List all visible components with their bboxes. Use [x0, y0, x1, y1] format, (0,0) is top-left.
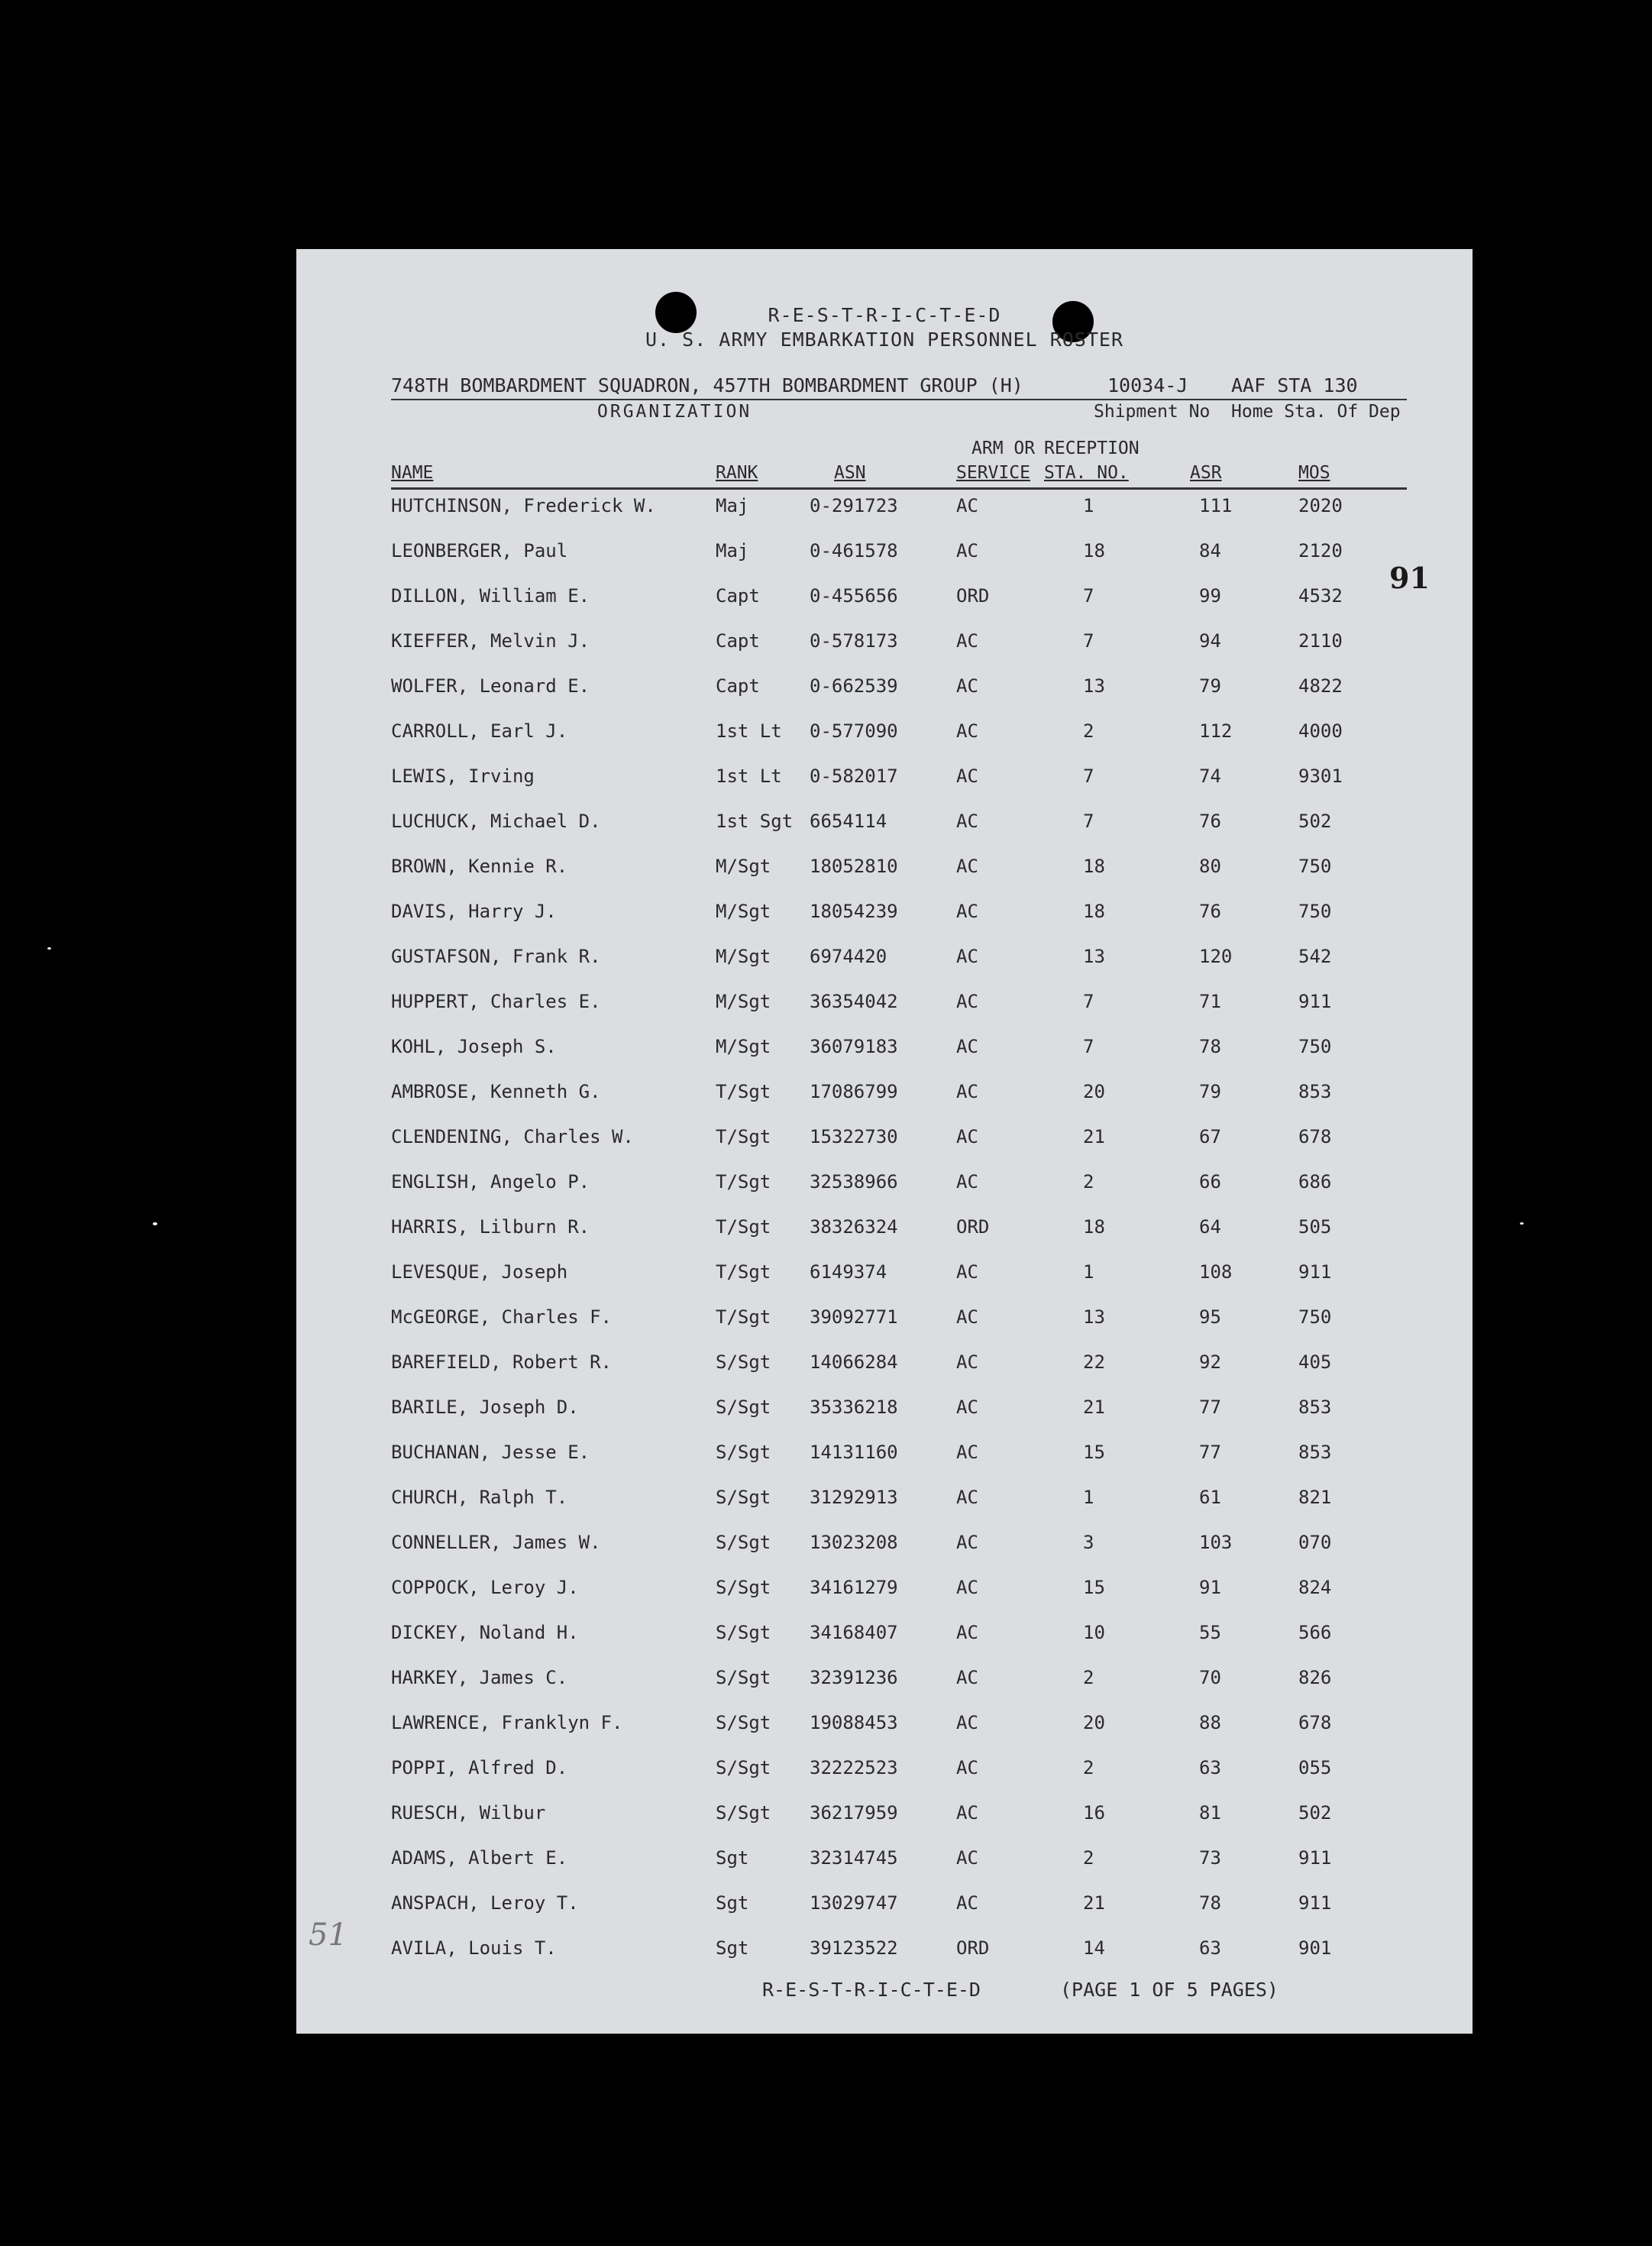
cell-rec: 18: [1083, 856, 1105, 877]
cell-arm: AC: [956, 1892, 978, 1914]
cell-asn: 0-662539: [810, 675, 898, 697]
table-row: [391, 1476, 1407, 1521]
cell-asn: 6149374: [810, 1261, 887, 1283]
table-row: [391, 845, 1407, 890]
cell-rec: 3: [1083, 1532, 1094, 1553]
cell-arm: AC: [956, 1036, 978, 1057]
cell-asr: 73: [1199, 1847, 1221, 1869]
cell-asn: 14131160: [810, 1442, 898, 1463]
cell-asn: 38326324: [810, 1216, 898, 1238]
table-row: [391, 1837, 1407, 1882]
cell-asr: 63: [1199, 1937, 1221, 1959]
cell-arm: AC: [956, 1847, 978, 1869]
cell-mos: 2020: [1298, 495, 1343, 516]
cell-mos: 826: [1298, 1667, 1332, 1688]
cell-rec: 13: [1083, 1306, 1105, 1328]
table-row: [391, 935, 1407, 980]
cell-asn: 34168407: [810, 1622, 898, 1643]
cell-name: CONNELLER, James W.: [391, 1532, 601, 1553]
col-arm-bottom: SERVICE: [956, 463, 1030, 483]
cell-name: BUCHANAN, Jesse E.: [391, 1442, 590, 1463]
table-row: [391, 484, 1407, 529]
cell-asr: 81: [1199, 1802, 1221, 1824]
cell-name: CARROLL, Earl J.: [391, 720, 568, 742]
cell-name: LAWRENCE, Franklyn F.: [391, 1712, 623, 1733]
col-asr: ASR: [1190, 463, 1222, 483]
cell-asr: 103: [1199, 1532, 1233, 1553]
cell-rec: 22: [1083, 1351, 1105, 1373]
cell-asn: 39092771: [810, 1306, 898, 1328]
cell-arm: AC: [956, 630, 978, 652]
organization-line: [391, 373, 1407, 400]
cell-asn: 18052810: [810, 856, 898, 877]
cell-rank: S/Sgt: [716, 1442, 771, 1463]
cell-rec: 1: [1083, 1261, 1094, 1283]
table-row: [391, 1791, 1407, 1837]
cell-rec: 2: [1083, 1847, 1094, 1869]
cell-mos: 911: [1298, 1892, 1332, 1914]
film-speck: [153, 1222, 157, 1225]
cell-mos: 901: [1298, 1937, 1332, 1959]
cell-arm: AC: [956, 1802, 978, 1824]
cell-arm: AC: [956, 901, 978, 922]
cell-rec: 7: [1083, 1036, 1094, 1057]
table-row: [391, 665, 1407, 710]
cell-mos: 824: [1298, 1577, 1332, 1598]
table-row: [391, 1566, 1407, 1611]
cell-rec: 2: [1083, 1667, 1094, 1688]
film-speck: [1520, 1222, 1524, 1225]
table-row: [391, 755, 1407, 800]
cell-rec: 13: [1083, 675, 1105, 697]
cell-asr: 80: [1199, 856, 1221, 877]
table-row: [391, 1070, 1407, 1115]
cell-arm: ORD: [956, 1937, 990, 1959]
cell-asr: 79: [1199, 675, 1221, 697]
cell-asn: 36079183: [810, 1036, 898, 1057]
cell-rank: S/Sgt: [716, 1577, 771, 1598]
cell-rec: 21: [1083, 1126, 1105, 1147]
table-row: [391, 1025, 1407, 1070]
cell-asr: 112: [1199, 720, 1233, 742]
cell-rec: 2: [1083, 720, 1094, 742]
cell-rank: Capt: [716, 675, 760, 697]
cell-mos: 070: [1298, 1532, 1332, 1553]
cell-asr: 76: [1199, 901, 1221, 922]
cell-asn: 19088453: [810, 1712, 898, 1733]
cell-arm: AC: [956, 675, 978, 697]
cell-rec: 21: [1083, 1396, 1105, 1418]
cell-mos: 502: [1298, 1802, 1332, 1824]
cell-rank: Capt: [716, 585, 760, 607]
cell-rec: 7: [1083, 991, 1094, 1012]
cell-rank: S/Sgt: [716, 1622, 771, 1643]
cell-arm: AC: [956, 1351, 978, 1373]
cell-rank: T/Sgt: [716, 1216, 771, 1238]
cell-name: DAVIS, Harry J.: [391, 901, 557, 922]
cell-name: KOHL, Joseph S.: [391, 1036, 557, 1057]
table-row: [391, 1296, 1407, 1341]
cell-asn: 6974420: [810, 946, 887, 967]
col-asn: ASN: [834, 463, 866, 483]
cell-rank: Maj: [716, 540, 749, 562]
cell-asr: 120: [1199, 946, 1233, 967]
col-arm-top: ARM OR: [971, 439, 1036, 458]
cell-rank: M/Sgt: [716, 901, 771, 922]
cell-asn: 18054239: [810, 901, 898, 922]
cell-asn: 32391236: [810, 1667, 898, 1688]
unit-name: 748TH BOMBARDMENT SQUADRON, 457TH BOMBARDMENT GROUP (H): [391, 374, 1023, 396]
cell-rec: 14: [1083, 1937, 1105, 1959]
cell-arm: AC: [956, 991, 978, 1012]
cell-mos: 2110: [1298, 630, 1343, 652]
cell-rec: 16: [1083, 1802, 1105, 1824]
cell-asn: 14066284: [810, 1351, 898, 1373]
cell-asn: 35336218: [810, 1396, 898, 1418]
cell-arm: AC: [956, 856, 978, 877]
cell-arm: AC: [956, 1487, 978, 1508]
cell-asn: 13029747: [810, 1892, 898, 1914]
cell-arm: AC: [956, 1081, 978, 1102]
cell-rec: 2: [1083, 1171, 1094, 1193]
cell-rec: 7: [1083, 765, 1094, 787]
table-row: [391, 574, 1407, 620]
cell-asn: 0-291723: [810, 495, 898, 516]
cell-asr: 79: [1199, 1081, 1221, 1102]
table-row: [391, 1251, 1407, 1296]
cell-asr: 78: [1199, 1036, 1221, 1057]
cell-name: CHURCH, Ralph T.: [391, 1487, 568, 1508]
col-rec-top: RECEPTION: [1044, 439, 1140, 458]
cell-name: GUSTAFSON, Frank R.: [391, 946, 601, 967]
cell-mos: 911: [1298, 1261, 1332, 1283]
organization-label: ORGANIZATION: [597, 402, 752, 422]
cell-rec: 7: [1083, 811, 1094, 832]
cell-rank: Sgt: [716, 1847, 749, 1869]
table-row: [391, 1882, 1407, 1927]
cell-arm: AC: [956, 946, 978, 967]
cell-rank: T/Sgt: [716, 1081, 771, 1102]
cell-rank: M/Sgt: [716, 1036, 771, 1057]
cell-mos: 853: [1298, 1396, 1332, 1418]
table-row: [391, 1927, 1407, 1972]
cell-arm: AC: [956, 1261, 978, 1283]
table-row: [391, 1115, 1407, 1160]
cell-mos: 566: [1298, 1622, 1332, 1643]
cell-rank: S/Sgt: [716, 1667, 771, 1688]
restricted-footer: R-E-S-T-R-I-C-T-E-D: [762, 1979, 981, 2001]
cell-mos: 405: [1298, 1351, 1332, 1373]
cell-rec: 15: [1083, 1577, 1105, 1598]
home-station: AAF STA 130: [1231, 374, 1358, 396]
cell-name: ANSPACH, Leroy T.: [391, 1892, 579, 1914]
cell-mos: 750: [1298, 1306, 1332, 1328]
cell-arm: AC: [956, 540, 978, 562]
cell-asr: 74: [1199, 765, 1221, 787]
cell-asn: 32314745: [810, 1847, 898, 1869]
table-row: [391, 1611, 1407, 1656]
cell-mos: 502: [1298, 811, 1332, 832]
cell-asr: 76: [1199, 811, 1221, 832]
cell-name: LUCHUCK, Michael D.: [391, 811, 601, 832]
cell-rec: 10: [1083, 1622, 1105, 1643]
col-rank: RANK: [716, 463, 758, 483]
handwritten-note: 51: [309, 1918, 348, 1953]
col-mos: MOS: [1298, 463, 1330, 483]
cell-mos: 4532: [1298, 585, 1343, 607]
cell-name: LEONBERGER, Paul: [391, 540, 568, 562]
cell-arm: AC: [956, 1396, 978, 1418]
cell-name: BROWN, Kennie R.: [391, 856, 568, 877]
cell-mos: 2120: [1298, 540, 1343, 562]
cell-mos: 686: [1298, 1171, 1332, 1193]
cell-rank: T/Sgt: [716, 1261, 771, 1283]
cell-mos: 678: [1298, 1126, 1332, 1147]
cell-arm: AC: [956, 1532, 978, 1553]
cell-rank: M/Sgt: [716, 856, 771, 877]
cell-rank: S/Sgt: [716, 1487, 771, 1508]
table-row: [391, 1701, 1407, 1746]
roster-page: [296, 249, 1473, 2034]
cell-name: DILLON, William E.: [391, 585, 590, 607]
cell-name: WOLFER, Leonard E.: [391, 675, 590, 697]
table-row: [391, 1206, 1407, 1251]
table-row: [391, 1521, 1407, 1566]
cell-rank: S/Sgt: [716, 1396, 771, 1418]
cell-rank: Capt: [716, 630, 760, 652]
cell-asr: 84: [1199, 540, 1221, 562]
cell-rank: M/Sgt: [716, 946, 771, 967]
col-rec-bottom: STA. NO.: [1044, 463, 1129, 483]
cell-rec: 21: [1083, 1892, 1105, 1914]
table-row: [391, 710, 1407, 755]
cell-mos: 911: [1298, 991, 1332, 1012]
cell-rank: T/Sgt: [716, 1306, 771, 1328]
cell-name: HARKEY, James C.: [391, 1667, 568, 1688]
cell-asr: 61: [1199, 1487, 1221, 1508]
cell-asr: 92: [1199, 1351, 1221, 1373]
film-speck: [47, 947, 51, 950]
cell-arm: AC: [956, 720, 978, 742]
cell-asr: 99: [1199, 585, 1221, 607]
cell-arm: AC: [956, 1712, 978, 1733]
cell-mos: 853: [1298, 1081, 1332, 1102]
cell-rec: 18: [1083, 540, 1105, 562]
table-row: [391, 800, 1407, 845]
cell-asn: 17086799: [810, 1081, 898, 1102]
table-row: [391, 1386, 1407, 1431]
cell-rec: 18: [1083, 901, 1105, 922]
cell-asn: 0-455656: [810, 585, 898, 607]
cell-arm: ORD: [956, 1216, 990, 1238]
table-row: [391, 1160, 1407, 1206]
cell-name: CLENDENING, Charles W.: [391, 1126, 634, 1147]
cell-name: HARRIS, Lilburn R.: [391, 1216, 590, 1238]
cell-asr: 111: [1199, 495, 1233, 516]
cell-asr: 94: [1199, 630, 1221, 652]
table-row: [391, 890, 1407, 935]
cell-asn: 32222523: [810, 1757, 898, 1778]
cell-name: BAREFIELD, Robert R.: [391, 1351, 612, 1373]
cell-arm: AC: [956, 1306, 978, 1328]
cell-rank: S/Sgt: [716, 1351, 771, 1373]
cell-rank: Sgt: [716, 1937, 749, 1959]
cell-asn: 0-578173: [810, 630, 898, 652]
cell-arm: AC: [956, 1442, 978, 1463]
cell-rec: 7: [1083, 630, 1094, 652]
cell-name: HUTCHINSON, Frederick W.: [391, 495, 656, 516]
cell-asn: 34161279: [810, 1577, 898, 1598]
cell-rank: 1st Lt: [716, 720, 782, 742]
cell-name: LEWIS, Irving: [391, 765, 535, 787]
cell-rank: S/Sgt: [716, 1802, 771, 1824]
cell-asr: 66: [1199, 1171, 1221, 1193]
cell-name: POPPI, Alfred D.: [391, 1757, 568, 1778]
column-headers: [391, 422, 1407, 490]
shipment-number: 10034-J: [1107, 374, 1188, 396]
cell-rec: 1: [1083, 495, 1094, 516]
cell-name: HUPPERT, Charles E.: [391, 991, 601, 1012]
cell-arm: AC: [956, 811, 978, 832]
cell-name: DICKEY, Noland H.: [391, 1622, 579, 1643]
cell-mos: 750: [1298, 901, 1332, 922]
cell-rec: 20: [1083, 1712, 1105, 1733]
cell-asn: 0-577090: [810, 720, 898, 742]
cell-rank: 1st Sgt: [716, 811, 794, 832]
cell-mos: 750: [1298, 856, 1332, 877]
cell-arm: AC: [956, 1622, 978, 1643]
cell-arm: AC: [956, 495, 978, 516]
cell-asn: 15322730: [810, 1126, 898, 1147]
table-row: [391, 620, 1407, 665]
home-station-label: Home Sta. Of Dep: [1231, 402, 1401, 422]
cell-asr: 71: [1199, 991, 1221, 1012]
cell-asn: 39123522: [810, 1937, 898, 1959]
cell-asr: 77: [1199, 1442, 1221, 1463]
cell-name: RUESCH, Wilbur: [391, 1802, 546, 1824]
cell-asn: 32538966: [810, 1171, 898, 1193]
cell-name: AMBROSE, Kenneth G.: [391, 1081, 601, 1102]
cell-mos: 4822: [1298, 675, 1343, 697]
shipment-label: Shipment No: [1094, 402, 1211, 422]
cell-mos: 678: [1298, 1712, 1332, 1733]
cell-rec: 2: [1083, 1757, 1094, 1778]
cell-asr: 78: [1199, 1892, 1221, 1914]
cell-asr: 95: [1199, 1306, 1221, 1328]
cell-asr: 64: [1199, 1216, 1221, 1238]
cell-arm: AC: [956, 1577, 978, 1598]
cell-asr: 77: [1199, 1396, 1221, 1418]
cell-rec: 20: [1083, 1081, 1105, 1102]
cell-asr: 55: [1199, 1622, 1221, 1643]
cell-asr: 67: [1199, 1126, 1221, 1147]
cell-rec: 1: [1083, 1487, 1094, 1508]
cell-asn: 13023208: [810, 1532, 898, 1553]
cell-mos: 505: [1298, 1216, 1332, 1238]
cell-name: COPPOCK, Leroy J.: [391, 1577, 579, 1598]
cell-asr: 88: [1199, 1712, 1221, 1733]
cell-rank: Sgt: [716, 1892, 749, 1914]
cell-mos: 9301: [1298, 765, 1343, 787]
table-row: [391, 1341, 1407, 1386]
table-row: [391, 1431, 1407, 1476]
page-marker: 91: [1389, 561, 1430, 595]
cell-rank: T/Sgt: [716, 1171, 771, 1193]
cell-asn: 36217959: [810, 1802, 898, 1824]
cell-arm: AC: [956, 1171, 978, 1193]
cell-asn: 0-582017: [810, 765, 898, 787]
document-title: U. S. ARMY EMBARKATION PERSONNEL ROSTER: [645, 328, 1123, 351]
cell-rank: T/Sgt: [716, 1126, 771, 1147]
cell-asn: 36354042: [810, 991, 898, 1012]
cell-name: AVILA, Louis T.: [391, 1937, 557, 1959]
table-row: [391, 1656, 1407, 1701]
cell-mos: 750: [1298, 1036, 1332, 1057]
cell-rec: 15: [1083, 1442, 1105, 1463]
cell-rank: 1st Lt: [716, 765, 782, 787]
page-info: (PAGE 1 OF 5 PAGES): [1060, 1979, 1279, 2001]
cell-rank: S/Sgt: [716, 1757, 771, 1778]
cell-name: KIEFFER, Melvin J.: [391, 630, 590, 652]
cell-asn: 6654114: [810, 811, 887, 832]
table-row: [391, 529, 1407, 574]
cell-arm: AC: [956, 1667, 978, 1688]
cell-arm: ORD: [956, 585, 990, 607]
cell-arm: AC: [956, 1126, 978, 1147]
cell-rank: M/Sgt: [716, 991, 771, 1012]
cell-asr: 70: [1199, 1667, 1221, 1688]
cell-arm: AC: [956, 765, 978, 787]
cell-asr: 91: [1199, 1577, 1221, 1598]
cell-name: BARILE, Joseph D.: [391, 1396, 579, 1418]
cell-name: ADAMS, Albert E.: [391, 1847, 568, 1869]
cell-rec: 13: [1083, 946, 1105, 967]
cell-asn: 31292913: [810, 1487, 898, 1508]
cell-name: ENGLISH, Angelo P.: [391, 1171, 590, 1193]
cell-asr: 108: [1199, 1261, 1233, 1283]
cell-arm: AC: [956, 1757, 978, 1778]
cell-mos: 4000: [1298, 720, 1343, 742]
cell-rank: Maj: [716, 495, 749, 516]
cell-mos: 821: [1298, 1487, 1332, 1508]
cell-mos: 853: [1298, 1442, 1332, 1463]
restricted-header: R-E-S-T-R-I-C-T-E-D: [768, 304, 1001, 326]
cell-rank: S/Sgt: [716, 1532, 771, 1553]
cell-asr: 63: [1199, 1757, 1221, 1778]
col-name: NAME: [391, 463, 434, 483]
cell-rank: S/Sgt: [716, 1712, 771, 1733]
cell-rec: 7: [1083, 585, 1094, 607]
table-row: [391, 1746, 1407, 1791]
cell-mos: 911: [1298, 1847, 1332, 1869]
cell-asn: 0-461578: [810, 540, 898, 562]
table-row: [391, 980, 1407, 1025]
cell-rec: 18: [1083, 1216, 1105, 1238]
cell-mos: 542: [1298, 946, 1332, 967]
cell-mos: 055: [1298, 1757, 1332, 1778]
cell-name: LEVESQUE, Joseph: [391, 1261, 568, 1283]
cell-name: McGEORGE, Charles F.: [391, 1306, 612, 1328]
